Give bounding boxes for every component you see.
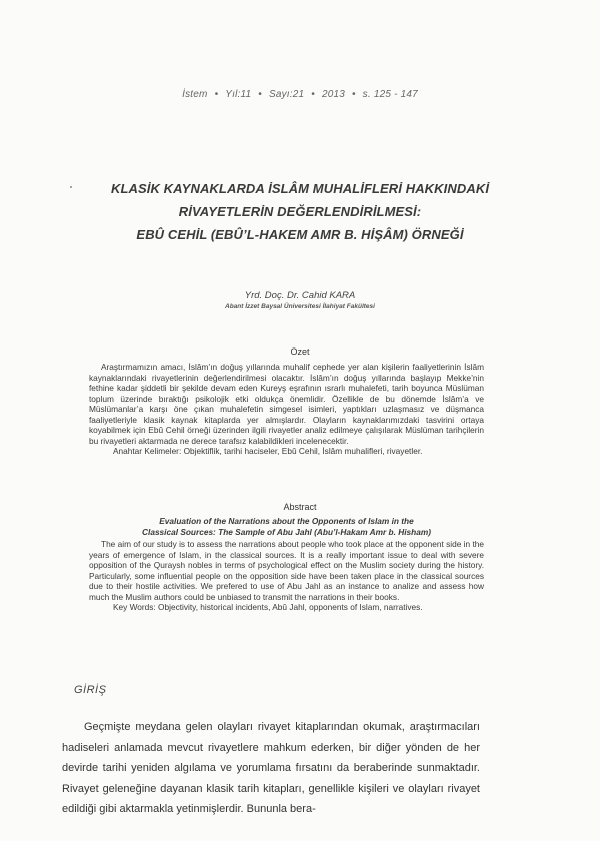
- article-title: [60, 177, 540, 246]
- separator: •: [258, 89, 262, 100]
- abstract-keywords-value: Objectivity, historical incidents, Abû Jahl, opponents of Islam, narratives.: [158, 602, 423, 612]
- ozet-keywords: [89, 446, 484, 457]
- ozet-heading: Özet: [290, 347, 310, 357]
- journal-date: 2013: [321, 89, 345, 100]
- ozet-text: Araştırmamızın amacı, İslâm’ın doğuş yıllarında muhalif cephede yer alan kişilerin faaliyetlerinin İslâm kaynaklarındaki rivayetlerinin değerlendirilmesi olacaktır. İslâm’ın doğuş yıllarında başlayıp Mekke’nin fethine kadar şiddetli bir şekilde devam eden Kureyş eşrafının ısrarlı muhalefeti, tarih boyunca Müslüman toplum üzerinde bıraktığı psikolojik etki oldukça önemlidir. Özellikle de bu dönemde İslâm’a ve Müslümanlar’a karşı öne çıkan muhalefetin simgesel isimleri, yaptıkları uzlaşmasız ve düşmanca faaliyetleriyle klasik kaynak kitaplarda yer almışlardır. Olayların kaynaklarımızdaki tasvirini ortaya koyabilmek için Ebû Cehil örneği üzerinden ilgili rivayetler analiz edilmeye çalışılarak Müslüman tarihçilerin bu rivayetleri aktarmada ne derece tarafsız kalabildikleri incelenecektir.: [89, 362, 484, 446]
- title-line-3: EBÛ CEHİL (EBÛ’L-HAKEM AMR B. HİŞÂM) ÖRNEĞİ: [136, 227, 464, 242]
- journal-issue: Sayı:21: [268, 89, 305, 100]
- abstract-title-line-2: Classical Sources: The Sample of Abu Jahl (Abu’l-Hakam Amr b. Hisham): [142, 526, 431, 537]
- abstract-heading: Abstract: [283, 502, 317, 512]
- journal-header: [0, 89, 600, 100]
- abstract-title-line-1: Evaluation of the Narrations about the Opponents of Islam in the: [159, 516, 414, 526]
- separator: •: [351, 89, 356, 100]
- abstract-block: [89, 539, 484, 613]
- giris-paragraph: Geçmişte meydana gelen olayları rivayet kitaplarından okumak, araştırmacıları hadiseleri anlamada mevcut rivayetlere mahkum ederken, bir diğer yönden de her devirde tarihi yeniden algılama ve yorumlama fırsatını da beraberinde sunmaktadır. Rivayet geleneğine dayanan klasik tarih kitapları, genellikle kişileri ve olayları rivayet edildiği gibi aktarmakla yetinmişlerdir. Bununla bera-: [62, 721, 480, 815]
- ozet-keywords-label: Anahtar Kelimeler:: [113, 446, 182, 456]
- abstract-keywords-label: Key Words:: [113, 602, 156, 612]
- journal-year: Yıl:11: [225, 89, 252, 100]
- title-line-2: RİVAYETLERİN DEĞERLENDİRİLMESİ:: [178, 204, 422, 219]
- ozet-block: [89, 362, 484, 457]
- giris-heading: GİRİŞ: [74, 684, 107, 696]
- author-name: Yrd. Doç. Dr. Cahid KARA: [244, 290, 356, 301]
- body-text: [62, 717, 480, 820]
- separator: •: [214, 89, 219, 100]
- separator: •: [311, 89, 315, 100]
- author-affiliation: Abant İzzet Baysal Üniversitesi İlahiyat Fakültesi: [225, 303, 375, 310]
- journal-pages: s. 125 - 147: [362, 89, 418, 100]
- abstract-text: The aim of our study is to assess the narrations about people who took place at the opponent side in the years of emergence of Islam, in the classical sources. It is a really important issue to deal with severe opposition of the Quraysh nobles in terms of psychological effect on the Muslim society during the history. Particularly, some influential people on the opposition side have been taken place in the classical sources due to their hostile activities. We prefered to use of Abu Jahl as an instance to analize and assess how much the Muslim authors could be unbiased to transmit the narrations in their books.: [89, 539, 484, 602]
- journal-name: İstem: [182, 89, 208, 100]
- ozet-keywords-value: Objektiflik, tarihi haciseler, Ebû Cehil, İslâm muhalifleri, rivayetler.: [183, 446, 423, 456]
- abstract-title: [89, 516, 484, 537]
- title-line-1: KLASİK KAYNAKLARDA İSLÂM MUHALİFLERİ HAKKINDAKİ: [110, 181, 490, 196]
- abstract-keywords: [89, 602, 484, 613]
